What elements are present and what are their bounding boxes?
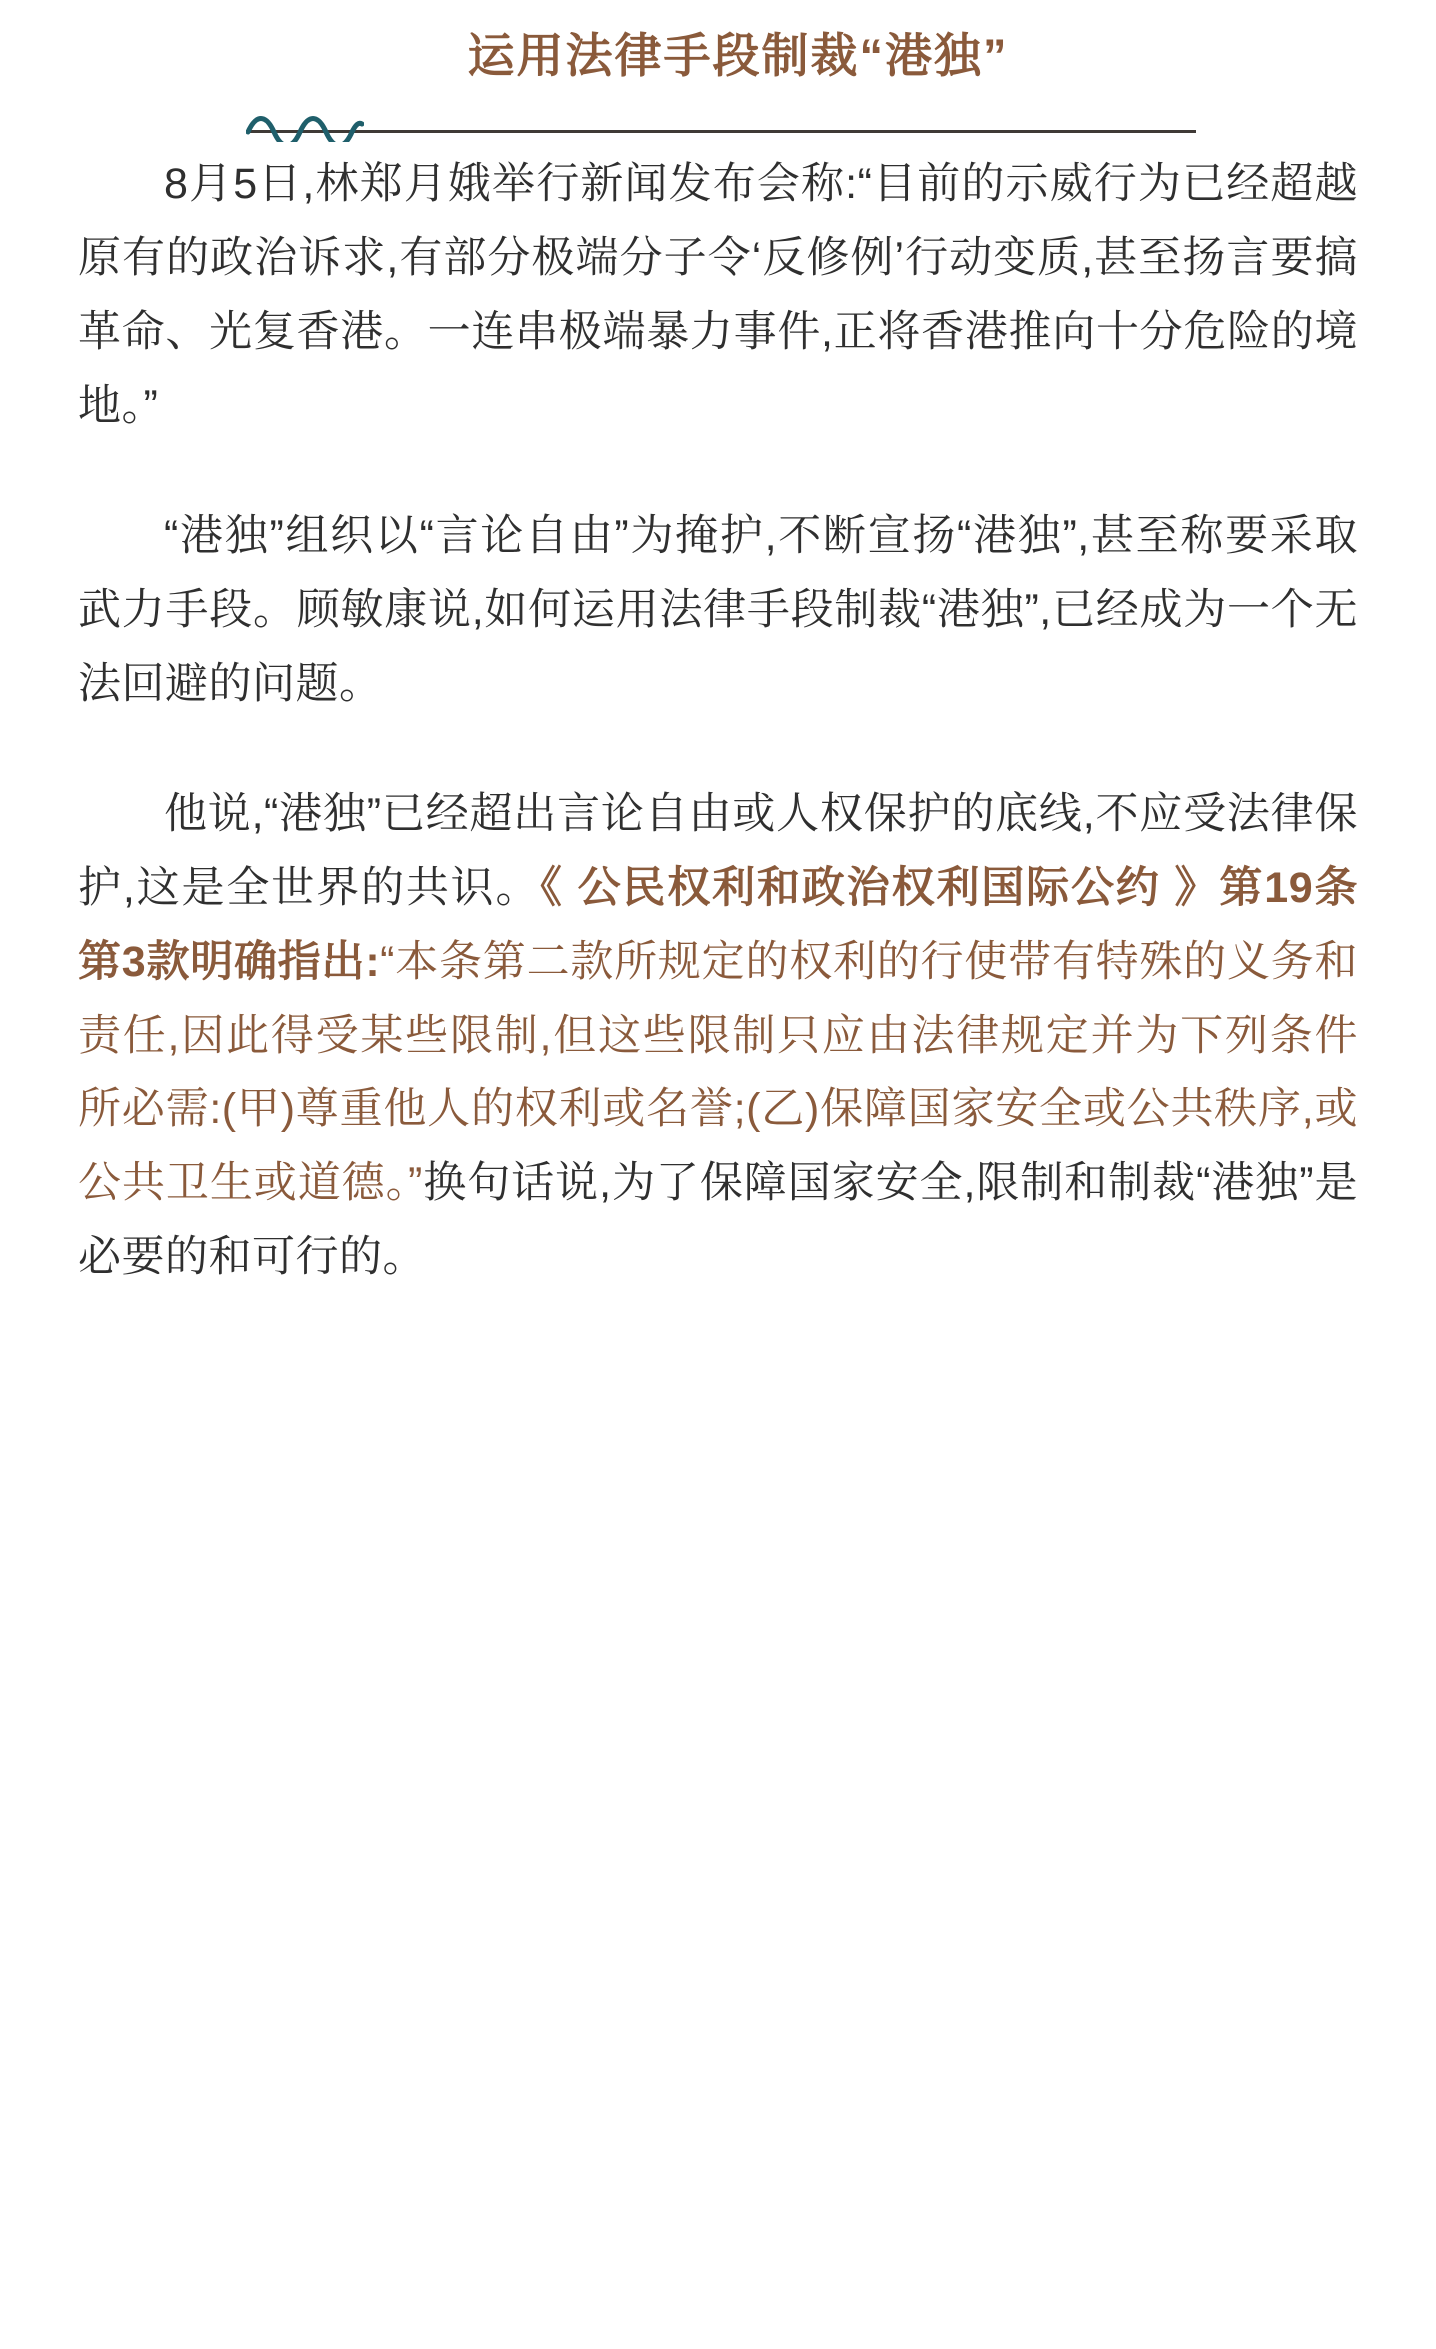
treaty-quote: “本条第二款所规定的权利的行使带有特殊的义务和责任,因此得受某些限制,但这些限制只应由法律规定并为下列条件所必需:(甲)尊重他人的权利或名誉;(乙)保障国家安全或公共秩序,或公共卫生或道德。” <box>78 937 1358 1208</box>
treaty-clause: 第19条第3款明确指出: <box>78 863 1358 986</box>
divider-line <box>246 130 1196 133</box>
article-header <box>78 0 1358 130</box>
paragraph-2: “港独”组织以“言论自由”为掩护,不断宣扬“港独”,甚至称要采取武力手段。顾敏康说,如何运用法律手段制裁“港独”,已经成为一个无法回避的问题。 <box>78 511 1358 708</box>
wave-squiggle-icon <box>246 112 364 142</box>
page-title: 运用法律手段制裁“港独” <box>467 29 1009 82</box>
paragraph-3-tail: 换句话说,为了保障国家安全,限制和制裁“港独”是必要的和可行的。 <box>78 1159 1358 1282</box>
paragraph-3-lead: 他说,“港独”已经超出言论自由或人权保护的底线,不应受法律保护,这是全世界的共识。 <box>78 789 1358 912</box>
title-divider <box>78 104 1358 140</box>
paragraph-1: 8月5日,林郑月娥举行新闻发布会称:“目前的示威行为已经超越原有的政治诉求,有部分极端分子令‘反修例’行动变质,甚至扬言要搞革命、光复香港。一连串极端暴力事件,正将香港推向十分危险的境地。” <box>78 160 1358 430</box>
paragraph-3 <box>78 778 1358 1296</box>
article-body <box>78 130 1358 1295</box>
treaty-title: 《 公民权利和政治权利国际公约 》 <box>540 863 1220 912</box>
